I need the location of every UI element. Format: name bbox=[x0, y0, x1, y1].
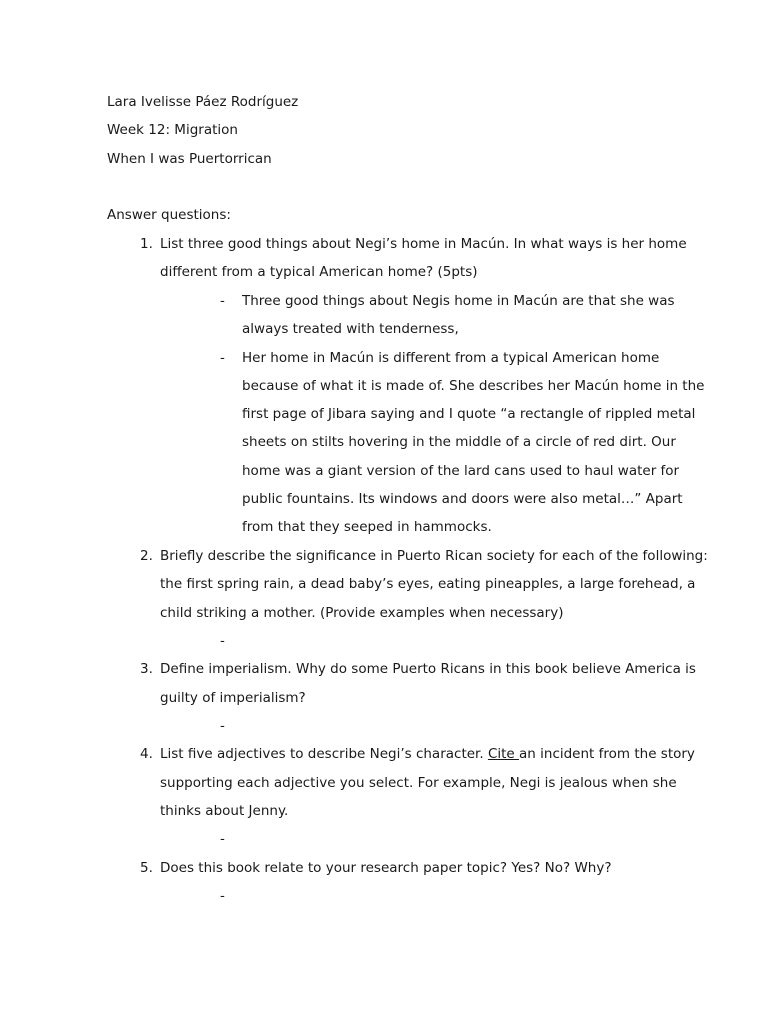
question-number: 2. bbox=[140, 548, 153, 564]
question-text-line bbox=[160, 745, 695, 763]
underlined-word: Cite bbox=[487, 746, 520, 762]
answer-text-line: always treated with tenderness, bbox=[242, 321, 459, 337]
answer-questions-heading: Answer questions: bbox=[107, 207, 231, 223]
question-text-line: Define imperialism. Why do some Puerto Ricans in this book believe America is bbox=[160, 661, 696, 677]
answer-text-line: Three good things about Negis home in Macún are that she was bbox=[242, 293, 675, 309]
week-title: Week 12: Migration bbox=[107, 122, 238, 138]
question-text-line: supporting each adjective you select. For example, Negi is jealous when she bbox=[160, 775, 677, 791]
dash-bullet: - bbox=[220, 350, 225, 366]
question-number: 4. bbox=[140, 746, 153, 762]
question-text-line: Does this book relate to your research paper topic? Yes? No? Why? bbox=[160, 860, 612, 876]
empty-answer-dash: - bbox=[220, 633, 225, 649]
answer-text-line: home was a giant version of the lard cans used to haul water for bbox=[242, 463, 680, 479]
answer-text-line: sheets on stilts hovering in the middle of a circle of red dirt. Our bbox=[242, 434, 676, 450]
question-number: 5. bbox=[140, 860, 153, 876]
book-title: When I was Puertorrican bbox=[107, 151, 272, 167]
question-text-line: child striking a mother. (Provide examples when necessary) bbox=[160, 605, 564, 621]
author-name: Lara Ivelisse Páez Rodríguez bbox=[107, 94, 299, 110]
answer-text-line: Her home in Macún is different from a typical American home bbox=[242, 350, 660, 366]
answer-text-line: public fountains. Its windows and doors were also metal…” Apart bbox=[242, 491, 683, 507]
question-text-line: different from a typical American home? (5pts) bbox=[160, 264, 478, 280]
question-text-line: guilty of imperialism? bbox=[160, 690, 306, 706]
empty-answer-dash: - bbox=[220, 888, 225, 904]
question-number: 1. bbox=[140, 236, 153, 252]
answer-text-line: from that they seeped in hammocks. bbox=[242, 519, 492, 535]
answer-text-line: first page of Jibara saying and I quote “a rectangle of rippled metal bbox=[242, 406, 696, 422]
question-text-line: List three good things about Negi’s home in Macún. In what ways is her home bbox=[160, 236, 687, 252]
question-text-line: the first spring rain, a dead baby’s eyes, eating pineapples, a large forehead, a bbox=[160, 576, 696, 592]
question-text-segment: List five adjectives to describe Negi’s character. bbox=[160, 746, 488, 762]
question-text-line: Briefly describe the significance in Puerto Rican society for each of the following: bbox=[160, 548, 708, 564]
answer-text-line: because of what it is made of. She describes her Macún home in the bbox=[242, 378, 705, 394]
question-number: 3. bbox=[140, 661, 153, 677]
question-text-line: thinks about Jenny. bbox=[160, 803, 289, 819]
dash-bullet: - bbox=[220, 293, 225, 309]
empty-answer-dash: - bbox=[220, 831, 225, 847]
empty-answer-dash: - bbox=[220, 718, 225, 734]
question-text-segment: an incident from the story bbox=[519, 746, 695, 762]
